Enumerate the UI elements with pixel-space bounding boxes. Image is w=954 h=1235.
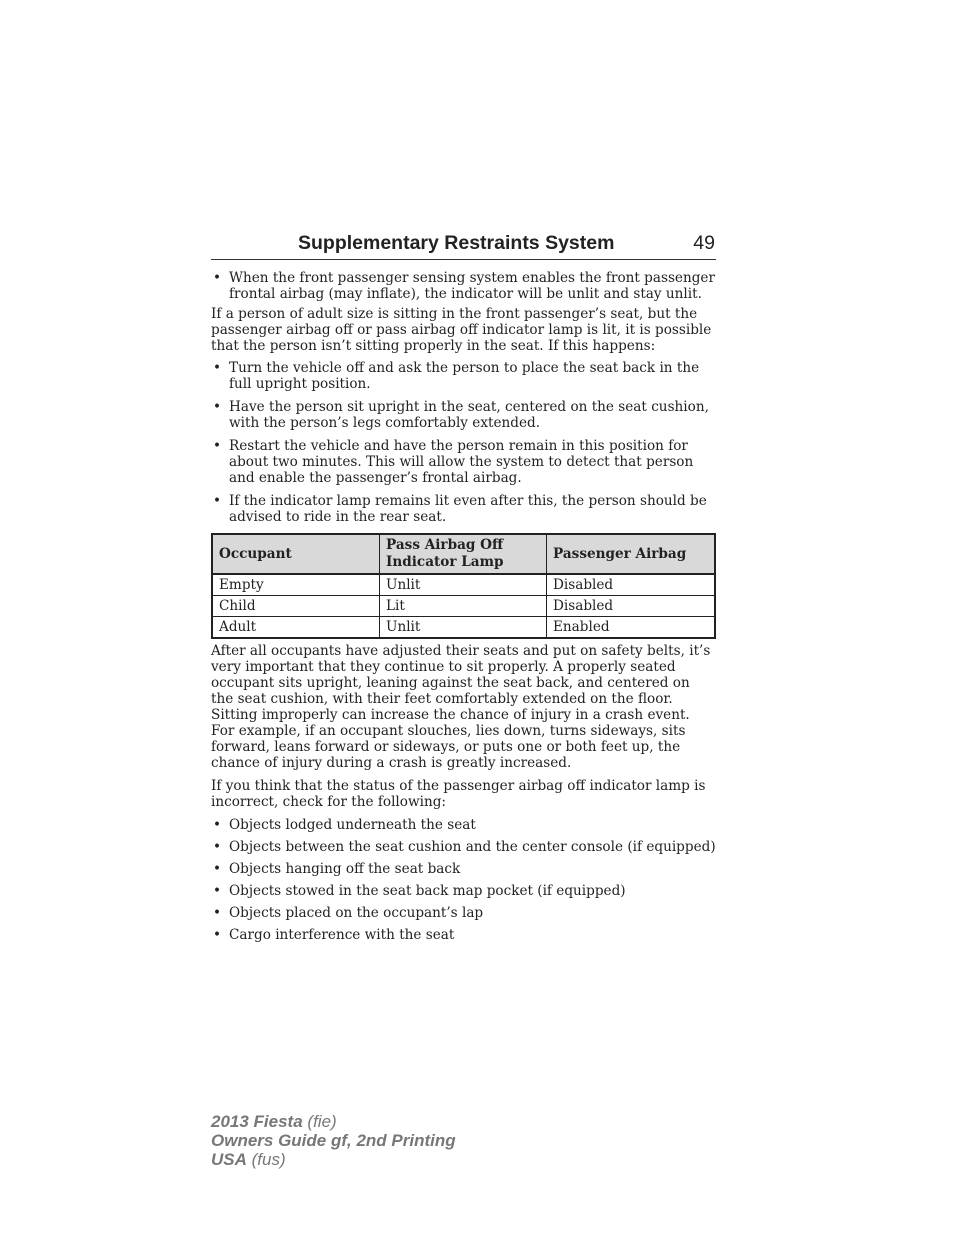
paragraph-sit-properly: After all occupants have adjusted their seats and put on safety belts, it’s very important that they continue to sit properly. A properly seated occupant sits upright, leaning against the seat back, and centered on the seat cushion, with their feet comfortably extended on the floor. Sitting improperly can increase the chance of injury in a crash event. For example, if an occupant slouches, lies down, turns sideways, sits forward, leans forward or sideways, or puts one or both feet up, the chance of injury during a crash is greatly increased. [211, 643, 711, 771]
table-row [212, 617, 715, 639]
paragraph-adult-size: If a person of adult size is sitting in the front passenger’s seat, but the passenger airbag off or pass airbag off indicator lamp is lit, it is possible that the person isn’t sitting properly in the seat. If this happens: [211, 306, 712, 354]
list-item: • Restart the vehicle and have the person remain in this position for about two minutes. This will allow the system to detect that person and enable the passenger’s frontal airbag. [213, 438, 694, 486]
footer-line-guide: Owners Guide gf, 2nd Printing [211, 1131, 456, 1150]
table-cell: Unlit [380, 617, 547, 639]
list-item: • Turn the vehicle off and ask the person to place the seat back in the full upright position. [213, 360, 700, 392]
corrective-steps-list [211, 360, 716, 525]
table-cell: Disabled [547, 596, 716, 617]
document-footer [211, 1112, 456, 1169]
list-item: • Cargo interference with the seat [213, 927, 455, 943]
table-cell: Empty [212, 574, 380, 596]
table-cell: Adult [212, 617, 380, 639]
table-row [212, 574, 715, 596]
table-row [212, 596, 715, 617]
list-item: • Objects between the seat cushion and the center console (if equipped) [213, 839, 716, 855]
table-cell: Enabled [547, 617, 716, 639]
table-cell: Child [212, 596, 380, 617]
table-cell: Disabled [547, 574, 716, 596]
footer-line-model: 2013 Fiesta (fie) [211, 1112, 337, 1131]
section-title: Supplementary Restraints System [298, 232, 615, 254]
header-indicator-lamp: Pass Airbag Off Indicator Lamp [380, 534, 547, 574]
header-passenger-airbag: Passenger Airbag [547, 534, 716, 574]
table-header-row [212, 534, 715, 574]
list-item: • Objects stowed in the seat back map pocket (if equipped) [213, 883, 626, 899]
table-cell: Unlit [380, 574, 547, 596]
footer-line-market: USA (fus) [211, 1150, 286, 1169]
intro-bullet-list [211, 270, 716, 302]
list-item: • Objects hanging off the seat back [213, 861, 461, 877]
check-items-list [211, 817, 716, 943]
airbag-status-table [211, 533, 716, 639]
page-body [211, 270, 716, 943]
list-item: • When the front passenger sensing system enables the front passenger frontal airbag (may inflate), the indicator will be unlit and stay unlit. [213, 270, 715, 302]
list-item: • Objects placed on the occupant’s lap [213, 905, 484, 921]
table-cell: Lit [380, 596, 547, 617]
page-number: 49 [693, 232, 715, 254]
manual-page [211, 229, 716, 943]
header-occupant: Occupant [212, 534, 380, 574]
list-item: • Objects lodged underneath the seat [213, 817, 476, 833]
list-item: • Have the person sit upright in the seat, centered on the seat cushion, with the person’s legs comfortably extended. [213, 399, 709, 431]
list-item: • If the indicator lamp remains lit even after this, the person should be advised to ride in the rear seat. [213, 493, 707, 525]
paragraph-check-following: If you think that the status of the passenger airbag off indicator lamp is incorrect, check for the following: [211, 778, 706, 810]
page-header [211, 229, 716, 260]
